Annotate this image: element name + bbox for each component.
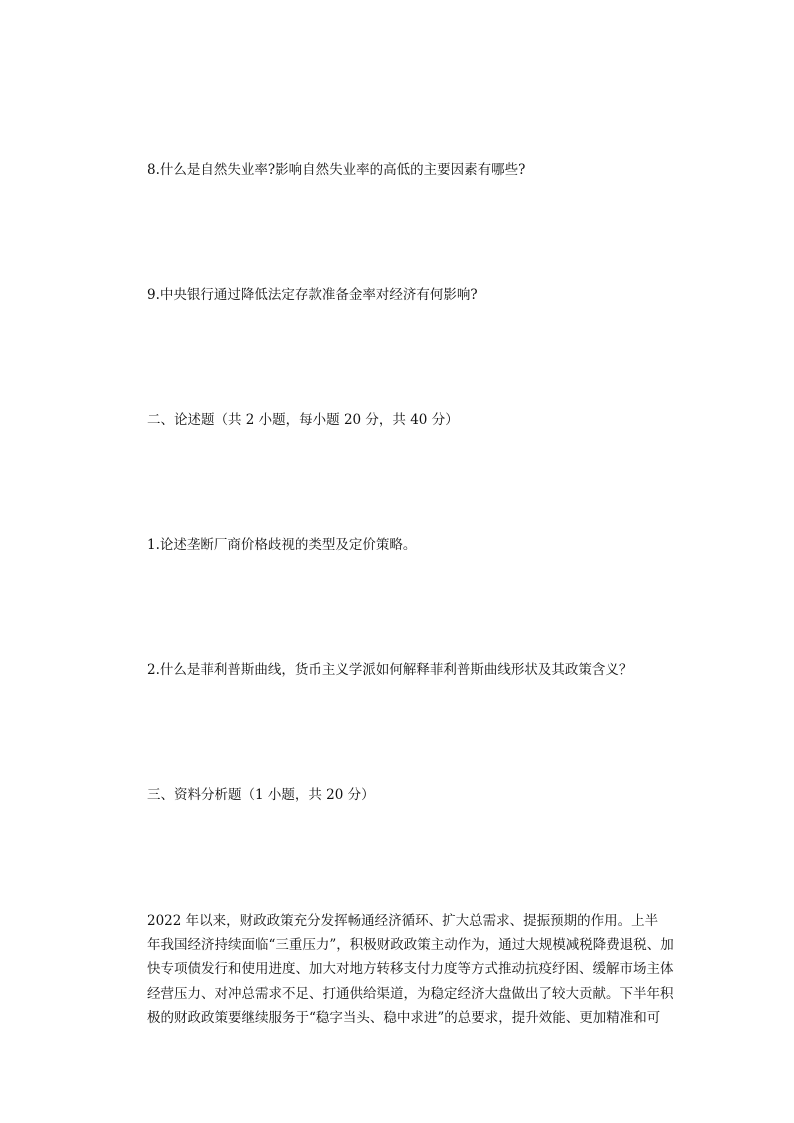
- section-3-heading: 三、资料分析题（1 小题，共 20 分）: [147, 787, 375, 803]
- passage-line-5: 极的财政政策要继续服务于“稳字当头、稳中求进”的总要求，提升效能、更加精准和可: [147, 1009, 661, 1026]
- material-passage: [147, 909, 674, 1030]
- question-9: 9.中央银行通过降低法定存款准备金率对经济有何影响?: [147, 287, 478, 303]
- passage-line-3: 快专项债发行和使用进度、加大对地方转移支付力度等方式推动抗疫纾困、缓解市场主体: [147, 961, 674, 978]
- essay-question-1: 1.论述垄断厂商价格歧视的类型及定价策略。: [147, 537, 417, 553]
- passage-line-1: 2022 年以来，财政政策充分发挥畅通经济循环、扩大总需求、提振预期的作用。上半: [147, 913, 659, 929]
- passage-line-4: 经营压力、对冲总需求不足、打通供给渠道，为稳定经济大盘做出了较大贡献。下半年积: [147, 985, 674, 1002]
- question-8: 8.什么是自然失业率?影响自然失业率的高低的主要因素有哪些?: [147, 162, 526, 178]
- passage-line-2: 年我国经济持续面临“三重压力”，积极财政政策主动作为，通过大规模减税降费退税、加: [147, 937, 674, 954]
- essay-question-2: 2.什么是菲利普斯曲线，货币主义学派如何解释菲利普斯曲线形状及其政策含义？: [147, 662, 633, 678]
- section-2-heading: 二、论述题（共 2 小题，每小题 20 分，共 40 分）: [147, 412, 459, 428]
